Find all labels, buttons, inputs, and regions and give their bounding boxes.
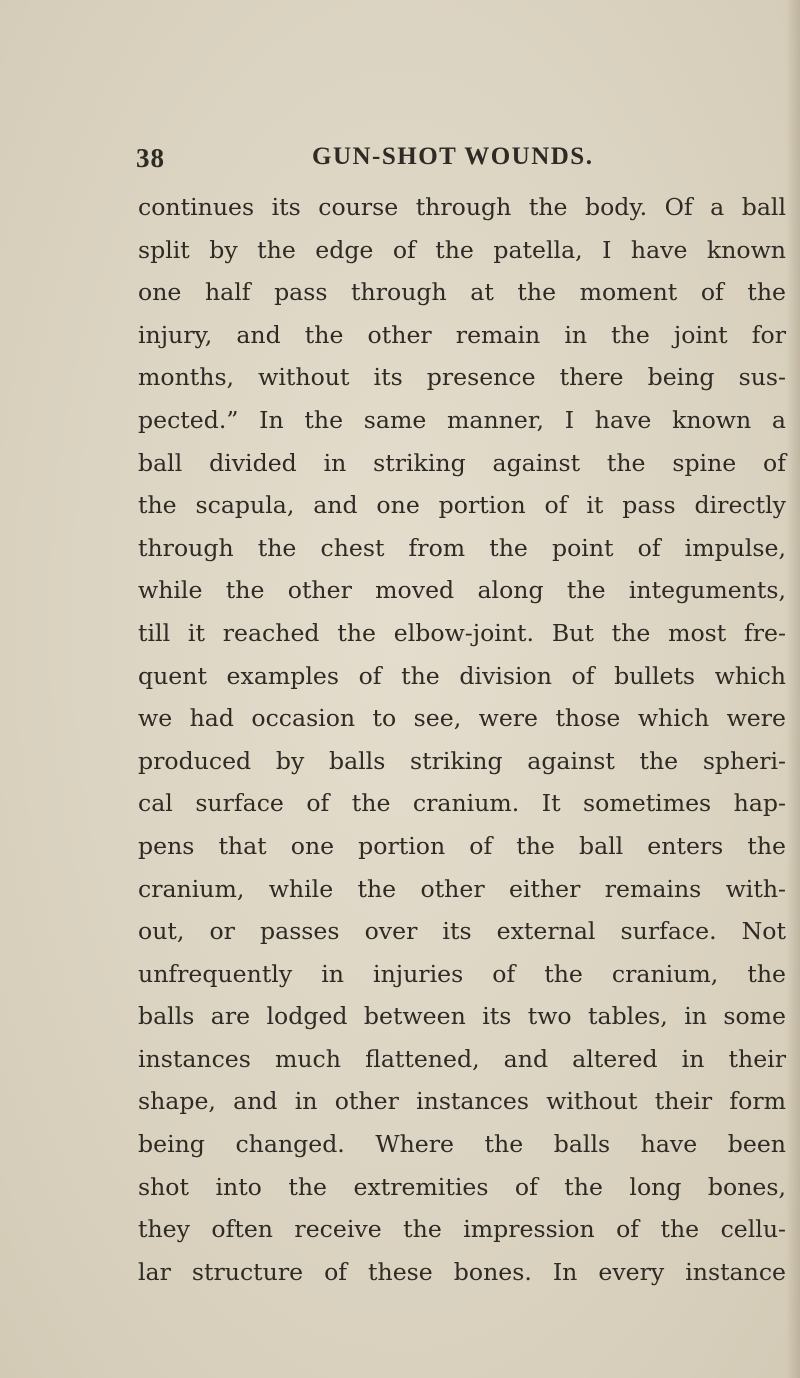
text-line: quent examples of the division of bullets which	[138, 661, 786, 690]
text-line: the scapula, and one portion of it pass directly	[138, 491, 786, 520]
page-number: 38	[136, 143, 165, 173]
body-text	[138, 186, 786, 1293]
text-line: ball divided in striking against the spine of	[138, 448, 786, 477]
text-line: shape, and in other instances without their form	[138, 1087, 786, 1116]
text-line: cal surface of the cranium. It sometimes hap-	[138, 789, 786, 818]
text-line: pected.” In the same manner, I have known a	[138, 405, 786, 434]
running-head: GUN-SHOT WOUNDS.	[312, 143, 594, 170]
text-line: months, without its presence there being sus-	[138, 363, 786, 392]
text-line: out, or passes over its external surface. Not	[138, 917, 786, 946]
text-line: they often receive the impression of the cellu-	[138, 1215, 786, 1244]
text-line: pens that one portion of the ball enters the	[138, 831, 786, 860]
page-header	[0, 143, 800, 183]
text-line: instances much flattened, and altered in their	[138, 1044, 786, 1073]
page-edge-shadow	[786, 0, 800, 1378]
text-line: shot into the extremities of the long bones,	[138, 1172, 786, 1201]
text-line: continues its course through the body. Of a ball	[138, 193, 786, 221]
text-line: balls are lodged between its two tables, in some	[138, 1002, 786, 1031]
text-line: one half pass through at the moment of the	[138, 278, 786, 307]
text-line: cranium, while the other either remains with-	[138, 874, 786, 903]
text-line: split by the edge of the patella, I have known	[138, 235, 786, 264]
text-line: lar structure of these bones. In every instance	[138, 1257, 786, 1286]
text-line: through the chest from the point of impulse,	[138, 533, 786, 562]
text-line: injury, and the other remain in the joint for	[138, 320, 786, 349]
text-line: produced by balls striking against the spheri-	[138, 746, 786, 775]
text-line: we had occasion to see, were those which were	[138, 704, 786, 733]
text-line: being changed. Where the balls have been	[138, 1130, 786, 1159]
text-line: unfrequently in injuries of the cranium, the	[138, 959, 786, 988]
text-line: while the other moved along the integuments,	[138, 576, 786, 605]
text-line: till it reached the elbow-joint. But the most fre-	[138, 618, 786, 647]
